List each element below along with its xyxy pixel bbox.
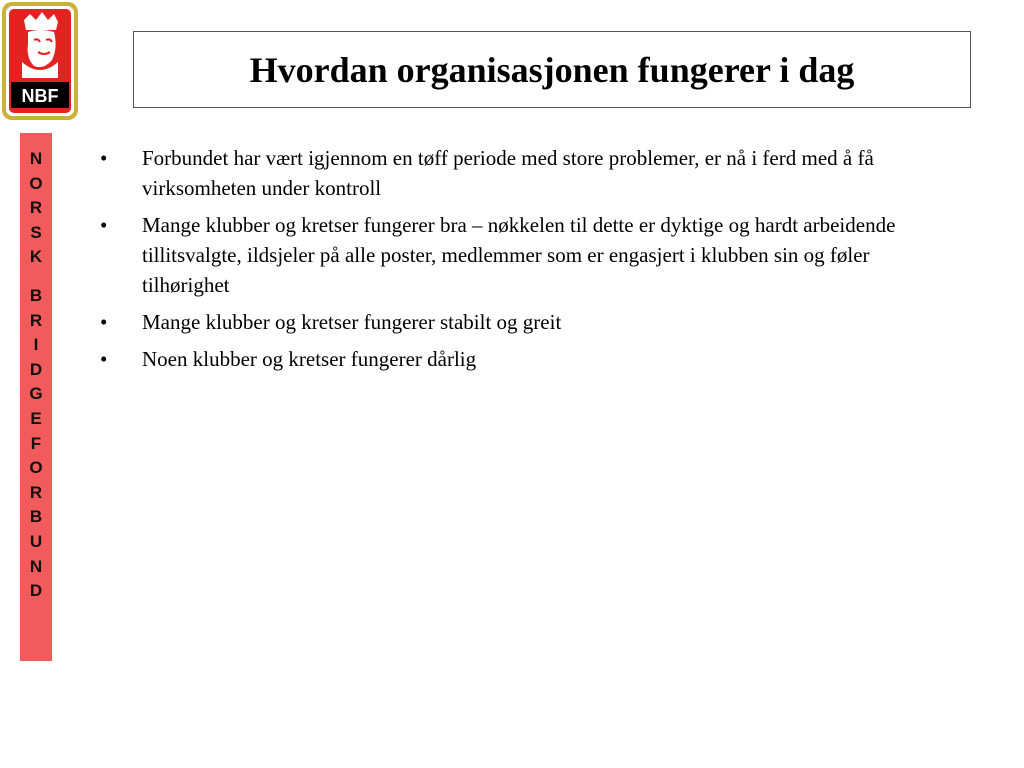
strip-letter: B (29, 507, 43, 527)
logo-text: NBF (21, 86, 59, 106)
strip-letter: B (29, 285, 43, 305)
bullet-item (100, 210, 960, 300)
bullet-text: Forbundet har vært igjennom en tøff periode med store problemer, er nå i ferd med å få virksomheten under kontroll (142, 146, 874, 200)
strip-letter: G (29, 384, 43, 404)
nbf-logo (0, 0, 80, 122)
strip-letter: R (29, 198, 43, 218)
bullet-text: Noen klubber og kretser fungerer dårlig (142, 347, 477, 371)
strip-letter: E (30, 408, 42, 428)
strip-letter: N (29, 556, 43, 576)
strip-letter: R (29, 310, 43, 330)
bullet-list (100, 143, 960, 381)
bullet-item (100, 344, 960, 374)
bullet-marker: • (100, 310, 108, 334)
bullet-item (100, 307, 960, 337)
strip-letter: S (30, 222, 42, 242)
vertical-brand-strip (20, 133, 52, 661)
strip-letter: K (29, 247, 43, 267)
strip-letter: R (29, 482, 43, 502)
strip-letter: D (29, 581, 43, 601)
strip-letter: O (29, 173, 43, 193)
bullet-text: Mange klubber og kretser fungerer stabilt og greit (142, 310, 562, 334)
title-box (133, 31, 971, 108)
bullet-marker: • (100, 347, 108, 371)
bullet-marker: • (100, 146, 108, 170)
bullet-item (100, 143, 960, 203)
strip-letter: I (33, 335, 39, 355)
strip-letter: O (29, 458, 43, 478)
strip-letter: U (29, 531, 43, 551)
strip-letter: N (29, 149, 43, 168)
strip-letter: D (29, 359, 43, 379)
strip-letter: F (30, 433, 42, 453)
bullet-marker: • (100, 213, 108, 237)
slide-title: Hvordan organisasjonen fungerer i dag (249, 49, 855, 90)
bullet-text: Mange klubber og kretser fungerer bra – nøkkelen til dette er dyktige og hardt arbeidende tillitsvalgte, ildsjeler på alle poster, medlemmer som er engasjert i klubben sin og føler tilhørighet (142, 213, 896, 297)
